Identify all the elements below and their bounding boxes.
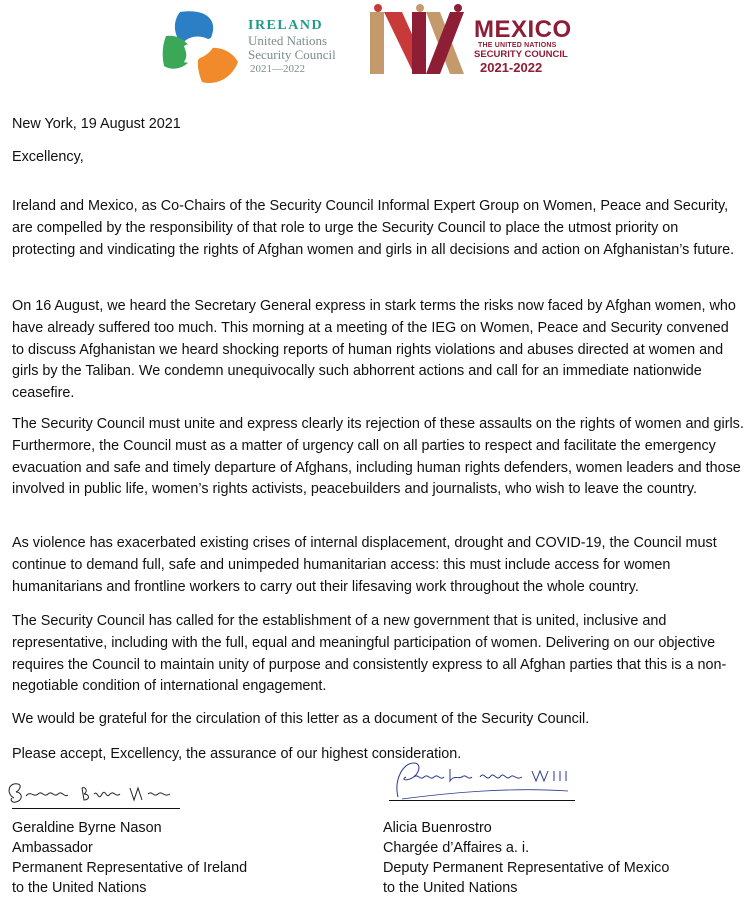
signature-right-handwritten xyxy=(388,757,584,803)
signatory-name: Alicia Buenrostro xyxy=(383,820,492,836)
ireland-dove-logo-icon xyxy=(160,6,242,86)
letter-salutation: Excellency, xyxy=(12,149,84,165)
letterhead xyxy=(0,0,752,95)
signatory-ireland xyxy=(12,818,247,898)
paragraph-6: We would be grateful for the circulation of this letter as a document of the Security Council. xyxy=(12,711,590,728)
mexico-logo-text xyxy=(474,18,572,75)
mexico-logo-line4: 2021-2022 xyxy=(480,60,543,75)
signatory-mexico xyxy=(383,818,669,898)
paragraph-1: Ireland and Mexico, as Co-Chairs of the Security Council Informal Expert Group on Women, Peace and Security, are compelled by the responsibility of that role to urge the Security Council to place the utmost priority on protecting and vindicating the rights of Afghan women and girls in all decisions and action on Afghanistan’s future. xyxy=(12,198,735,258)
ireland-unsc-logo xyxy=(160,6,350,86)
signature-left-handwritten xyxy=(2,776,180,808)
mexico-logo-line2: THE UNITED NATIONS xyxy=(478,42,557,49)
ireland-logo-line1: IRELAND xyxy=(248,18,324,33)
signatory-name: Geraldine Byrne Nason xyxy=(12,820,162,836)
ireland-logo-line3: Security Council xyxy=(248,47,336,62)
paragraph-4: As violence has exacerbated existing crises of internal displacement, drought and COVID-19, the Council must continue to demand full, safe and unimpeded humanitarian access: this must include access for women humanitarians and frontline workers to carry out their lifesaving work throughout the whole country. xyxy=(12,535,717,595)
paragraph-3: The Security Council must unite and express clearly its rejection of these assaults on the rights of women and girls. Furthermore, the Council must as a matter of urgency call on all parties to respect and facilitate the emergency evacuation and safe and timely departure of Afghans, including human rights defenders, women leaders and those involved in public life, women’s rights activists, peacebuilders and journalists, who wish to leave the country. xyxy=(12,416,744,498)
ireland-logo-text xyxy=(248,18,336,76)
paragraph-5: The Security Council has called for the establishment of a new government that is united, inclusive and representative, including with the full, equal and meaningful participation of women. Delivering on our objective requires the Council to maintain unity of purpose and consistently express to all Afghan parties that this is a non-negotiable condition of international engagement. xyxy=(12,613,727,695)
ireland-logo-line2: United Nations xyxy=(248,33,328,48)
signatory-title: Chargée d’Affaires a. i. xyxy=(383,840,530,856)
mexico-unsc-logo xyxy=(368,4,588,84)
mexico-mx-logo-icon xyxy=(368,4,468,76)
letter-date: New York, 19 August 2021 xyxy=(12,116,181,132)
signature-line-left xyxy=(12,808,180,809)
signatory-title: Ambassador xyxy=(12,840,93,856)
ireland-logo-line4: 2021—2022 xyxy=(250,63,305,75)
mexico-logo-line1: MEXICO xyxy=(474,16,572,43)
signatory-org: to the United Nations xyxy=(383,880,518,896)
paragraph-7: Please accept, Excellency, the assurance of our highest consideration. xyxy=(12,746,462,763)
signatory-role: Permanent Representative of Ireland xyxy=(12,860,248,876)
signatory-role: Deputy Permanent Representative of Mexico xyxy=(383,860,670,876)
signature-line-right xyxy=(389,800,575,801)
mexico-logo-line3: SECURITY COUNCIL xyxy=(474,49,568,60)
signatory-org: to the United Nations xyxy=(12,880,147,896)
paragraph-2: On 16 August, we heard the Secretary General express in stark terms the risks now faced by Afghan women, who have already suffered too much. This morning at a meeting of the IEG on Women, Peace and Security convened to discuss Afghanistan we heard shocking reports of human rights violations and abuses directed at women and girls by the Taliban. We condemn unequivocally such abhorrent actions and call for an immediate nationwide ceasefire. xyxy=(12,298,736,401)
